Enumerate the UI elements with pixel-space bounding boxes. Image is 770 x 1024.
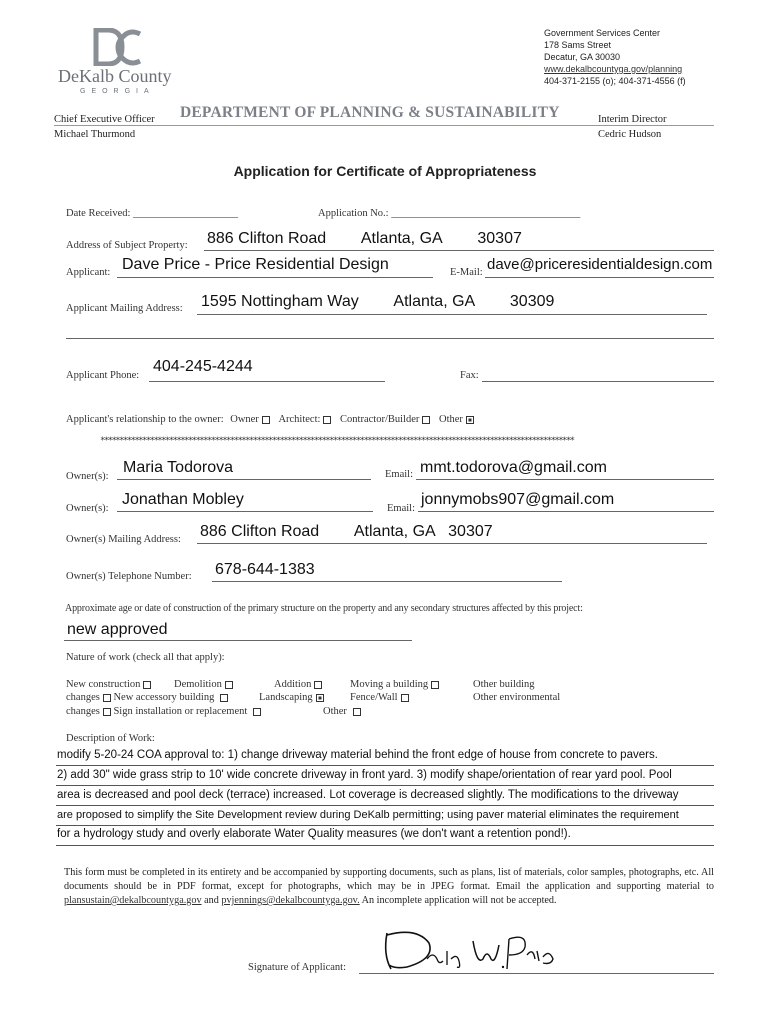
- fax-label: Fax:: [460, 370, 479, 381]
- left-officer-name: Michael Thurmond: [54, 129, 136, 140]
- notice-text: This form must be completed in its entirety and be accompanied by supporting documents, such as plans, list of materials, color samples, photographs, etc. All documents should be in PDF format, except for photographs, which may be in JPEG format. Email the application and supporting material to: [64, 867, 714, 892]
- owner-phone-value: 678-644-1383: [215, 561, 315, 578]
- age-label: Approximate age or date of construction of the primary structure on the property and any secondary structures affected by this project:: [65, 603, 583, 614]
- owner1-value: Maria Todorova: [123, 459, 233, 476]
- description-line-4: are proposed to simplify the Site Development review during DeKalb permitting; using paver material eliminates the requirement: [57, 809, 679, 821]
- county-logo-text: DeKalb County: [58, 66, 172, 86]
- owner2-email-value: jonnymobs907@gmail.com: [421, 491, 615, 508]
- pvjennings-email-link[interactable]: pvjennings@dekalbcountyga.gov.: [221, 895, 360, 906]
- moving-option[interactable]: [350, 679, 439, 690]
- other-checkbox[interactable]: [466, 416, 474, 424]
- email-label: E-Mail:: [450, 267, 483, 278]
- address-value: 886 Clifton Road Atlanta, GA 30307: [207, 230, 522, 247]
- owner-checkbox[interactable]: [262, 416, 270, 424]
- owner-mailing-label: Owner(s) Mailing Address:: [66, 534, 181, 545]
- star-separator: ****************************************************************************************************************************: [100, 436, 574, 446]
- architect-option-label: Architect:: [278, 414, 321, 425]
- applicant-field[interactable]: [117, 256, 433, 278]
- owner-option-label: Owner: [230, 414, 259, 425]
- phone-field[interactable]: [149, 360, 385, 382]
- owner-phone-field[interactable]: [212, 561, 562, 582]
- owner2-label: Owner(s):: [66, 503, 109, 514]
- changes-label-1: changes: [66, 692, 100, 703]
- nature-row-1: [66, 679, 151, 690]
- other-environmental-checkbox[interactable]: [103, 708, 111, 716]
- address-block: [544, 27, 686, 87]
- other-work-label: Other: [323, 706, 347, 717]
- application-number-field[interactable]: Application No.: ____________________________________: [318, 208, 581, 219]
- contractor-option[interactable]: [340, 414, 430, 425]
- demolition-label: Demolition: [174, 679, 222, 690]
- description-rule-4: [56, 825, 714, 826]
- demolition-checkbox[interactable]: [225, 681, 233, 689]
- architect-option[interactable]: [278, 414, 331, 425]
- description-line-2: 2) add 30" wide grass strip to 10' wide concrete driveway in front yard. 3) modify shape/orientation of rear yard pool. Pool: [57, 769, 672, 781]
- mailing-label: Applicant Mailing Address:: [66, 303, 183, 314]
- plansustain-email-link[interactable]: plansustain@dekalbcountyga.gov: [64, 895, 202, 906]
- owner2-email-field[interactable]: [418, 490, 714, 512]
- address-line-3: Decatur, GA 30030: [544, 52, 621, 62]
- owner1-email-field[interactable]: [416, 458, 714, 480]
- description-line-3: area is decreased and pool deck (terrace) increased. Lot coverage is decreased slightly. The modifications to the driveway: [57, 789, 679, 801]
- owner-option[interactable]: [230, 414, 270, 425]
- nature-row-2: [66, 692, 228, 703]
- owner1-label: Owner(s):: [66, 471, 109, 482]
- description-label: Description of Work:: [66, 733, 155, 744]
- new-accessory-label: New accessory building: [113, 692, 215, 703]
- address-line-2: 178 Sams Street: [544, 40, 612, 50]
- description-rule-5: [56, 845, 714, 846]
- new-construction-option[interactable]: [66, 679, 151, 690]
- fax-field[interactable]: [482, 360, 714, 382]
- dc-monogram-icon: [88, 28, 148, 66]
- form-title: Application for Certificate of Appropriateness: [233, 163, 537, 179]
- addition-label: Addition: [274, 679, 312, 690]
- owner-phone-label: Owner(s) Telephone Number:: [66, 571, 192, 582]
- landscaping-label: Landscaping: [259, 692, 313, 703]
- new-construction-label: New construction: [66, 679, 141, 690]
- owner1-email-label: Email:: [385, 469, 413, 480]
- other-building-label: Other building: [473, 679, 535, 690]
- county-logo-subtext: GEORGIA: [80, 88, 155, 95]
- mailing-extra-line[interactable]: [66, 338, 714, 339]
- applicant-label: Applicant:: [66, 267, 111, 278]
- mailing-field[interactable]: [197, 293, 707, 315]
- other-building-checkbox[interactable]: [103, 694, 111, 702]
- website-link[interactable]: www.dekalbcountyga.gov/planning: [544, 64, 683, 74]
- sign-checkbox[interactable]: [253, 708, 261, 716]
- owner1-field[interactable]: [117, 458, 371, 480]
- other-option-label: Other: [439, 414, 463, 425]
- relationship-label: Applicant's relationship to the owner:: [66, 414, 224, 425]
- fence-checkbox[interactable]: [401, 694, 409, 702]
- address-label: Address of Subject Property:: [66, 240, 188, 251]
- address-field[interactable]: [204, 230, 714, 251]
- notice-incomplete: An incomplete application will not be accepted.: [361, 895, 557, 906]
- phone-numbers: 404-371-2155 (o); 404-371-4556 (f): [544, 76, 686, 86]
- sign-label: Sign installation or replacement: [113, 706, 248, 717]
- right-officer-name: Cedric Hudson: [598, 129, 662, 140]
- description-rule-2: [56, 785, 714, 786]
- demolition-option[interactable]: [174, 679, 233, 690]
- email-value: dave@priceresidentialdesign.com: [487, 256, 713, 273]
- mailing-value: 1595 Nottingham Way Atlanta, GA 30309: [201, 293, 555, 310]
- contractor-checkbox[interactable]: [422, 416, 430, 424]
- landscaping-checkbox[interactable]: [316, 694, 324, 702]
- sign-option[interactable]: [113, 706, 261, 717]
- description-line-5: for a hydrology study and overly elaborate Water Quality measures (we don't want a retention pond!).: [57, 828, 571, 840]
- fence-label: Fence/Wall: [350, 692, 398, 703]
- fence-option[interactable]: [350, 692, 409, 703]
- owner2-email-label: Email:: [387, 503, 415, 514]
- new-accessory-option[interactable]: [113, 692, 228, 703]
- age-value: new approved: [67, 621, 168, 638]
- description-rule-1: [56, 765, 714, 766]
- architect-checkbox[interactable]: [323, 416, 331, 424]
- county-logo: [58, 28, 176, 98]
- signature-image: [377, 925, 557, 975]
- contractor-option-label: Contractor/Builder: [340, 414, 420, 425]
- other-work-checkbox[interactable]: [353, 708, 361, 716]
- description-rule-3: [56, 805, 714, 806]
- owner2-value: Jonathan Mobley: [122, 491, 244, 508]
- nature-row-3: [66, 706, 261, 717]
- other-work-option[interactable]: [323, 706, 361, 717]
- nature-label: Nature of work (check all that apply):: [66, 652, 225, 663]
- moving-checkbox[interactable]: [431, 681, 439, 689]
- email-field[interactable]: [485, 256, 714, 278]
- signature-label: Signature of Applicant:: [248, 962, 346, 973]
- new-accessory-checkbox[interactable]: [220, 694, 228, 702]
- addition-checkbox[interactable]: [314, 681, 322, 689]
- notice-and: and: [204, 895, 219, 906]
- header-rule: [54, 125, 714, 126]
- owner2-field[interactable]: [117, 490, 373, 512]
- right-officer-title: Interim Director: [598, 114, 667, 125]
- owner-mailing-value: 886 Clifton Road Atlanta, GA 30307: [200, 523, 493, 540]
- addition-option[interactable]: [274, 679, 322, 690]
- phone-label: Applicant Phone:: [66, 370, 140, 381]
- department-title: DEPARTMENT OF PLANNING & SUSTAINABILITY: [180, 104, 560, 121]
- landscaping-option[interactable]: [259, 692, 324, 703]
- moving-label: Moving a building: [350, 679, 429, 690]
- other-option[interactable]: [439, 414, 474, 425]
- other-environmental-label: Other environmental: [473, 692, 561, 703]
- owner-mailing-field[interactable]: [197, 522, 707, 544]
- changes-label-2: changes: [66, 706, 100, 717]
- new-construction-checkbox[interactable]: [143, 681, 151, 689]
- date-received-field[interactable]: Date Received: ____________________: [66, 208, 239, 219]
- applicant-value: Dave Price - Price Residential Design: [122, 256, 389, 273]
- owner1-email-value: mmt.todorova@gmail.com: [420, 459, 607, 476]
- phone-value: 404-245-4244: [153, 358, 253, 375]
- description-line-1: modify 5-20-24 COA approval to: 1) change driveway material behind the front edge of house from concrete to pavers.: [57, 749, 658, 761]
- age-field[interactable]: [64, 619, 412, 641]
- address-line-1: Government Services Center: [544, 28, 661, 38]
- submission-notice: [64, 866, 714, 908]
- left-officer-title: Chief Executive Officer: [54, 114, 155, 125]
- relationship-row: [66, 414, 474, 425]
